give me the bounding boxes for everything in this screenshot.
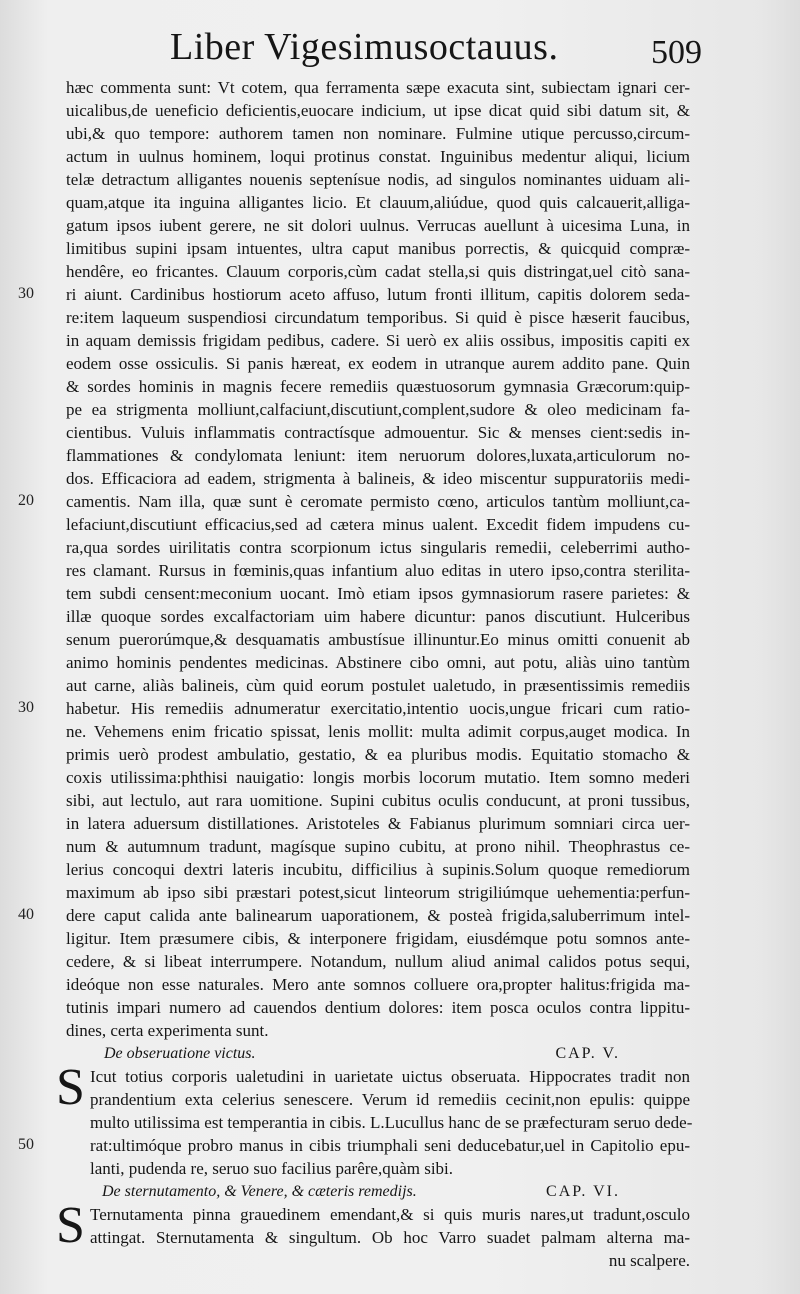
text-line: hæc commenta sunt: Vt cotem, qua ferramenta sæpe exacuta sint, subiectam ignari cer-	[66, 78, 690, 97]
margin-line-number: 50	[18, 1136, 34, 1153]
chapter-heading-6	[66, 1180, 690, 1203]
text-line: quam,atque ita inguina alligantes licio. Et clauum,aliúdue, quod quis calcauerit,alliga-	[66, 193, 690, 212]
text-line: limitibus supini ipsam intuentes, ultra caput manibus porrectis, & quicquid compræ-	[66, 239, 690, 258]
text-line: Icut totius corporis ualetudini in uarietate uictus obseruata. Hippocrates tradit non	[90, 1067, 690, 1086]
page-shadow	[760, 0, 800, 1294]
text-line: pe ea strigmenta molliunt,calfaciunt,discutiunt,complent,sudore & oleo medicinam fa-	[66, 400, 690, 419]
text-line: ubi,& quo tempore: authorem tamen non nominare. Fulmine utique percusso,circum-	[66, 124, 690, 143]
text-line: tutinis impari numero ad cauendos dentium dolores: item posca oculos contra lippitu-	[66, 998, 690, 1017]
text-line: camentis. Nam illa, quæ sunt è ceromate permisto cœno, articulos tantùm molliunt,ca-	[66, 492, 690, 511]
text-line: actum in uulnus hominem, loqui protinus constat. Inguinibus medentur aliqui, licium	[66, 147, 690, 166]
text-line: re:item laqueum suspendiosi circundatum temporibus. Si quid è pisce hæserit faucibus,	[66, 308, 690, 327]
text-line: nu scalpere.	[608, 1251, 690, 1270]
text-line: cedere, & si libeat interrumpere. Notandum, nullum aliud animal calidos potus sequi,	[66, 952, 690, 971]
text-line: in aquam demissis frigidam pedibus, cadere. Si uerò ex aliis ossibus, impositis capiti ex	[66, 331, 690, 350]
text-line: hendêre, eo fricantes. Clauum corporis,cùm cadat stella,si quis distringat,uel citò sana-	[66, 262, 690, 281]
text-line: in latera aduersum distillationes. Aristoteles & Fabianus plurimum somniari circa uer-	[66, 814, 690, 833]
text-line: rat:ultimóque probro manus in cibis triumphali seni deducebatur,uel in Capitolio epu-	[90, 1136, 690, 1155]
text-line: res clamant. Rursus in fœminis,quas infantium aluo editas in utero ipso,contra sterilita-	[66, 561, 690, 580]
chapter-number-6: CAP. VI.	[546, 1183, 620, 1200]
text-line: lefaciunt,discutiunt efficacius,sed ad cætera minus ualent. Excedit fidem impudens cu-	[66, 515, 690, 534]
text-line: dines, certa experimenta sunt.	[66, 1021, 269, 1040]
text-line: dos. Efficaciora ad eadem, strigmenta à balineis, & ideo miscentur suppuratoriis medi-	[66, 469, 690, 488]
text-line: flammationes & condylomata leniunt: item neruorum dolores,luxata,articulorum no-	[66, 446, 690, 465]
text-line: ra,qua sordes uirilitatis contra scorpionum ictus singularis remedii, celeberrimi autho-	[66, 538, 690, 557]
text-line: illæ quoque sordes excalfactoriam uim habere dicuntur: panos discutiunt. Hulceribus	[66, 607, 690, 626]
chapter-title-6: De sternutamento, & Venere, & cæteris remedijs.	[102, 1183, 417, 1200]
text-line: prandentium exta celerius senescere. Verum id remediis cecinit,non epulis: quippe	[90, 1090, 690, 1109]
page-number: 509	[651, 34, 702, 71]
chapter-5-body	[56, 1059, 693, 1180]
text-line: ne. Vehemens enim fricatio spissat, lenis mollit: multa adimit corpus,auget modica. In	[66, 722, 690, 741]
drop-capital-5: S	[56, 1059, 85, 1116]
margin-line-number: 20	[18, 492, 34, 509]
margin-line-number: 30	[18, 699, 34, 716]
text-line: num & autumnum tradunt, magísque supino cubitu, at prono nihil. Theophrastus ce-	[66, 837, 690, 856]
text-line: primis uerò prodest ambulatio, gestatio, & ea pluribus modis. Equitatio stomacho &	[66, 745, 690, 764]
chapter-heading-5	[66, 1042, 690, 1065]
chapter-5-lines	[90, 1065, 693, 1180]
text-line: senum puerorúmque,& desquamatis ambustísue illinuntur.Eo minus omitti conuenit ab	[66, 630, 690, 649]
text-line: Ternutamenta pinna grauedinem emendant,& si quis muris nares,ut tradunt,osculo	[90, 1205, 690, 1224]
text-line: coxis utilissima:phthisi nauigatio: longis morbis locorum mutatio. Item somno mederi	[66, 768, 690, 787]
chapter-number-5: CAP. V.	[555, 1045, 620, 1062]
text-line: telæ detractum alligantes nouenis septenísue nodis, ad singulos nominantes uiduam ali-	[66, 170, 690, 189]
running-head: Liber Vigesimusoctauus.	[170, 26, 559, 68]
text-line: lanti, pudenda re, seruo suo facilius parêre,quàm sibi.	[90, 1159, 454, 1178]
drop-capital-6: S	[56, 1197, 85, 1254]
chapter-6-body	[56, 1197, 690, 1272]
text-line: lerius concoqui dextri lateris incubitu, difficilius à supinis.Solum quoque remediorum	[66, 860, 690, 879]
chapter-title-5: De obseruatione victus.	[104, 1045, 256, 1062]
text-line: attingat. Sternutamenta & singultum. Ob hoc Varro suadet palmam alterna ma-	[90, 1228, 690, 1247]
main-text	[56, 76, 693, 1272]
text-line: gatum ipsos iubent gerere, ne sit dolori uulnus. Verrucas auellunt à uicesima Luna, in	[66, 216, 690, 235]
text-line: multo utilissima est temperantia in cibis. L.Lucullus hanc de se præfecturam seruo dede-	[90, 1113, 693, 1132]
text-line: ideóque non esse naturales. Mero ante somnos colluere ora,propter halitus:frigida ma-	[66, 975, 690, 994]
chapter-6-lines	[90, 1203, 690, 1272]
margin-line-number: 40	[18, 906, 34, 923]
text-line: maximum ab ipso sibi præstari potest,sicut linteorum strigiliúmque uehementia:perfun-	[66, 883, 690, 902]
margin-line-number: 30	[18, 285, 34, 302]
text-line: animo hominis pendentes medicinas. Abstinere cibo omni, aut potu, aliàs uino tantùm	[66, 653, 690, 672]
text-line: ligitur. Item præsumere cibis, & interponere frigidam, eiusdémque potu somnos ante-	[66, 929, 690, 948]
text-line: & sordes hominis in magnis fecere remediis quæstuosorum gymnasia Græcorum:quip-	[66, 377, 690, 396]
text-line: eodem osse ossiculis. Si panis hæreat, ex eodem in utranque aurem addito pane. Quin	[66, 354, 690, 373]
text-line: ri aiunt. Cardinibus hostiorum aceto affuso, lutum fronti illitum, capitis dolorem seda-	[66, 285, 690, 304]
text-line: dere caput calida ante balinearum uaporationem, & posteà frigida,saluberrimum intel-	[66, 906, 690, 925]
text-line: aut carne, aliàs balineis, cùm quid eorum postulet ualetudo, in præsentissimis remediis	[66, 676, 690, 695]
text-line: habetur. His remediis adnumeratur exercitatio,intentio uocis,ungue fricari cum ratio-	[66, 699, 690, 718]
text-line: tem subdi censent:meconium uocant. Imò etiam ipsos gymnasiorum rasere parietes: &	[66, 584, 690, 603]
text-line: uicalibus,de ueneficio deficientis,euocare indicium, ut ipse dicat quid sibi datum sit, &	[66, 101, 690, 120]
text-line: cientibus. Vuluis inflammatis contractísque admouentur. Sic & menses cient:sedis in-	[66, 423, 690, 442]
text-line: sibi, aut lectulo, aut rara uomitione. Supini cubitus oculis conducunt, at proni tussibus,	[66, 791, 690, 810]
paragraph-continuation	[66, 76, 690, 1042]
